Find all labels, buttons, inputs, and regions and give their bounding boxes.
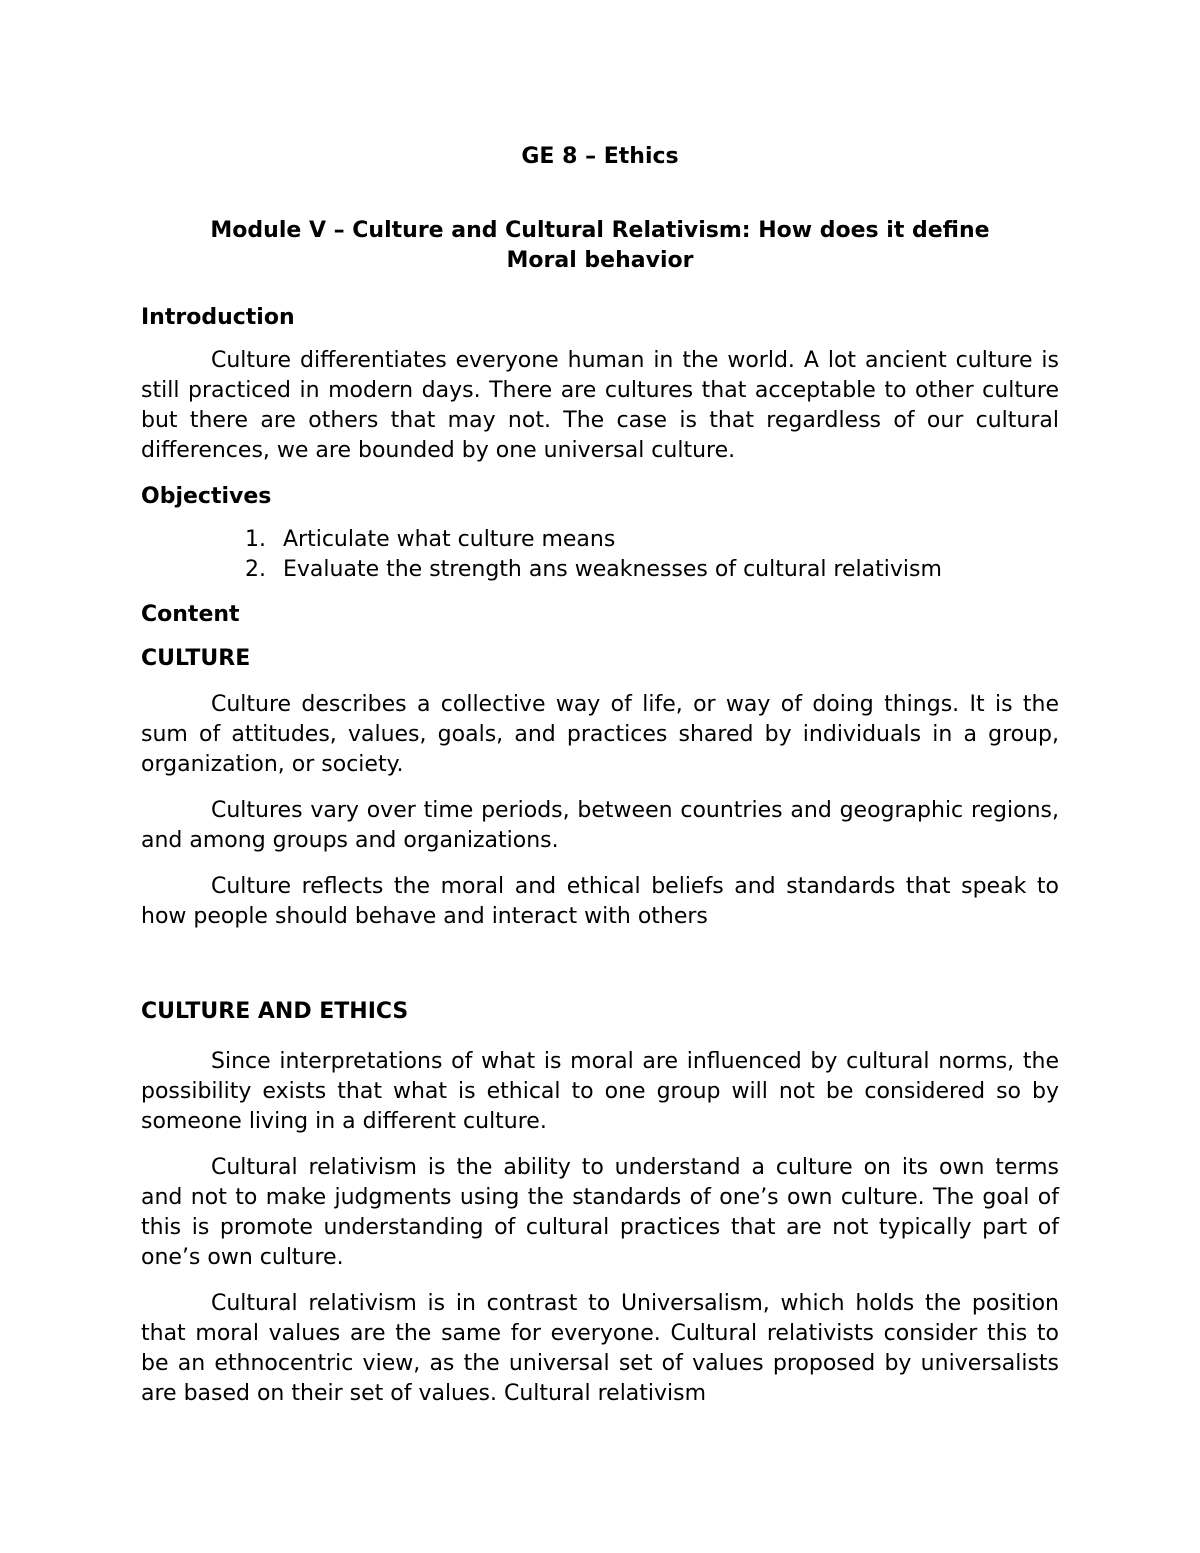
culture-and-ethics-paragraph-2: Cultural relativism is the ability to understand a culture on its own terms and not to make judgments using the standards of one’s own culture. The goal of this is promote understanding of cultural practices that are not typically part of one’s own culture. [141,1155,1059,1270]
list-item-text: Articulate what culture means [283,527,616,552]
culture-paragraph-3: Culture reflects the moral and ethical beliefs and standards that speak to how people should behave and interact with others [141,874,1059,929]
list-item [141,555,1059,585]
list-item-text: Evaluate the strength ans weaknesses of cultural relativism [283,557,942,582]
introduction-heading: Introduction [141,305,295,330]
introduction-paragraph: Culture differentiates everyone human in the world. A lot ancient culture is still practiced in modern days. There are cultures that acceptable to other culture but there are others that may not. The case is that regardless of our cultural differences, we are bounded by one universal culture. [141,348,1059,463]
objectives-heading: Objectives [141,484,272,509]
module-title-line2: Moral behavior [506,248,694,273]
culture-paragraph-1: Culture describes a collective way of life, or way of doing things. It is the sum of attitudes, values, goals, and practices shared by individuals in a group, organization, or society. [141,692,1059,777]
culture-and-ethics-paragraph-3: Cultural relativism is in contrast to Universalism, which holds the position that moral values are the same for everyone. Cultural relativists consider this to be an ethnocentric view, as the universal set of values proposed by universalists are based on their set of values. Cultural relativism [141,1291,1059,1406]
culture-paragraph-2: Cultures vary over time periods, between countries and geographic regions, and among groups and organizations. [141,798,1059,853]
culture-and-ethics-heading: CULTURE AND ETHICS [141,999,409,1024]
course-title: GE 8 – Ethics [521,144,679,169]
objectives-list [141,525,1059,585]
culture-and-ethics-paragraph-1: Since interpretations of what is moral are influenced by cultural norms, the possibility exists that what is ethical to one group will not be considered so by someone living in a different culture. [141,1049,1059,1134]
culture-heading: CULTURE [141,646,251,671]
module-title-line1: Module V – Culture and Cultural Relativism: How does it define [210,218,990,243]
content-heading: Content [141,602,240,627]
list-item-number: 1. [245,527,266,552]
list-item [141,525,1059,555]
list-item-number: 2. [245,557,266,582]
document-page [141,140,1059,1409]
